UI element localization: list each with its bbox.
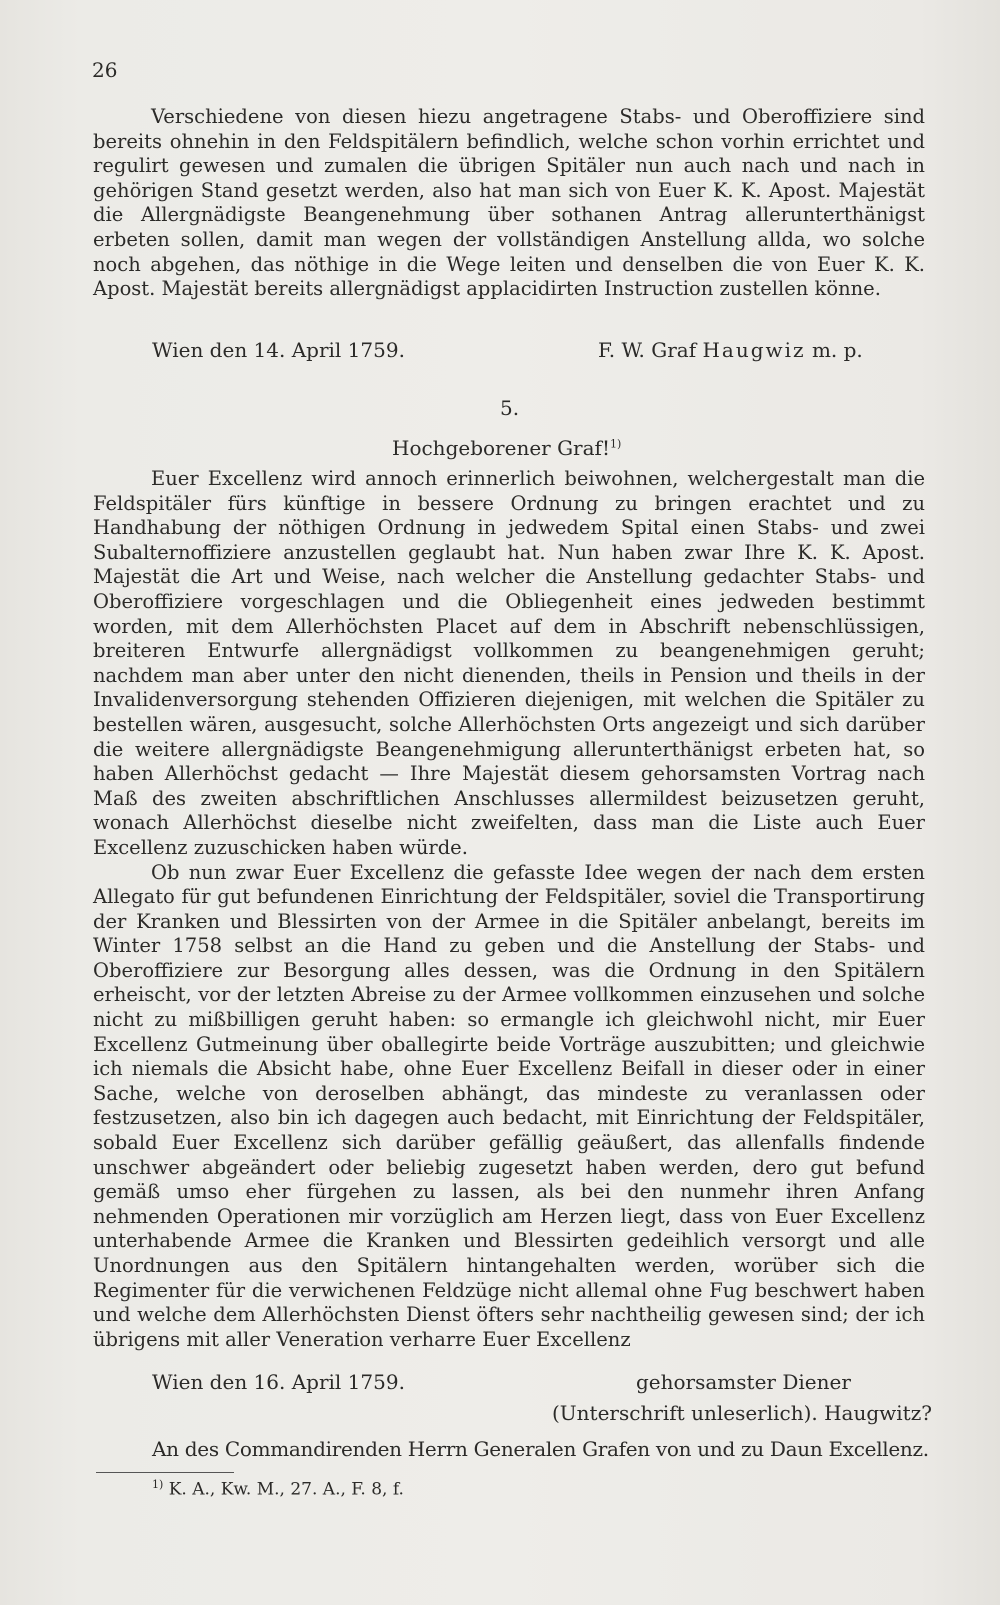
- addressee-line: An des Commandirenden Herrn Generalen Grafen von und zu Daun Excellenz.: [152, 1437, 929, 1461]
- footnote-text: K. A., Kw. M., 27. A., F. 8, f.: [168, 1479, 404, 1500]
- letter-5-date: Wien den 16. April 1759.: [152, 1370, 405, 1394]
- letter-5-body: [93, 467, 925, 1352]
- signature-name: Haugwiz: [702, 338, 806, 362]
- letter-5-signature: (Unterschrift unleserlich). Haugwitz?: [552, 1401, 932, 1425]
- page-number: 26: [92, 58, 118, 82]
- letter-4-paragraph: Verschiedene von diesen hiezu angetragene Stabs- und Oberoffiziere sind bereits ohnehin in den Feldspitälern befindlich, welche schon vorhin errichtet und regulirt gewesen und zumalen die übrigen Spitäler nun auch nach und nach in gehörigen Stand gesetzt werden, also hat man sich von Euer K. K. Apost. Majestät die Allergnädigste Beangenehmung über sothanen Antrag allerunterthänigst erbeten sollen, damit man wegen der vollständigen Anstellung allda, wo solche noch abgehen, das nöthige in die Wege leiten und denselben die von Euer K. K. Apost. Majestät bereits allergnädigst applacidirten Instruction zustellen könne.: [93, 105, 925, 301]
- signature-suffix: m. p.: [805, 338, 863, 362]
- footnote: [152, 1478, 404, 1500]
- footnote-divider: [96, 1472, 234, 1473]
- section-number: 5.: [500, 396, 520, 420]
- footnote-marker: 1): [152, 1478, 164, 1491]
- letter-5-paragraph-1: Euer Excellenz wird annoch erinnerlich beiwohnen, welchergestalt man die Feldspitäler fürs künftige in bessere Ordnung zu bringen erachtet und zu Handhabung der nöthigen Ordnung in jedwedem Spital einen Stabs- und zwei Subalternoffiziere anzustellen geglaubt hat. Nun haben zwar Ihre K. K. Apost. Majestät die Art und Weise, nach welcher die Anstellung gedachter Stabs- und Oberoffiziere vorgeschlagen und die Obliegenheit eines jedweden bestimmt worden, mit dem Allerhöchsten Placet auf dem in Abschrift nebenschlüssigen, breiteren Entwurfe allergnädigst vollkommen zu beangenehmigen geruht; nachdem man aber unter den nicht dienenden, theils in Pension und theils in der Invalidenversorgung stehenden Offizieren diejenigen, mit welchen die Spitäler zu bestellen wären, ausgesucht, solche Allerhöchsten Orts angezeigt und sich darüber die weitere allergnädigste Beangenehmigung allerunterthänigst erbeten hat, so haben Allerhöchst gedacht — Ihre Majestät diesem gehorsamsten Vortrag nach Maß des zweiten abschriftlichen Anschlusses allermildest beizusetzen geruht, wonach Allerhöchst dieselbe nicht zweifelten, dass man die Liste auch Euer Excellenz zuzuschicken haben würde.: [93, 467, 925, 859]
- letter-5-paragraph-2: Ob nun zwar Euer Excellenz die gefasste Idee wegen der nach dem ersten Allegato für gut befundenen Einrichtung der Feldspitäler, soviel die Transportirung der Kranken und Blessirten von der Armee in die Spitäler anbelangt, bereits im Winter 1758 selbst an die Hand zu geben und die Anstellung der Stabs- und Oberoffiziere zur Besorgung alles dessen, was die Ordnung in den Spitälern erheischt, vor der letzten Abreise zu der Armee vollkommen einzusehen und solche nicht zu mißbilligen geruht haben: so ermangle ich gleichwohl nicht, mir Euer Excellenz Gutmeinung über oballegirte beide Vorträge auszubitten; und gleichwie ich niemals die Absicht habe, ohne Euer Excellenz Beifall in dieser oder in einer Sache, welche von deroselben abhängt, das mindeste zu veranlassen oder festzusetzen, also bin ich dagegen auch bedacht, mit Einrichtung der Feldspitäler, sobald Euer Excellenz sich darüber gefällig geäußert, das allenfalls findende unschwer abgeändert oder beliebig zugesetzt haben werden, dero gut befund gemäß umso eher fürgehen zu lassen, als bei den nunmehr ihren Anfang nehmenden Operationen mir vorzüglich am Herzen liegt, dass von Euer Excellenz unterhabende Armee die Kranken und Blessirten gedeihlich versorgt und alle Unordnungen aus den Spitälern hintangehalten werden, worüber sich die Regimenter für die verwichenen Feldzüge nicht allemal ohne Fug beschwert haben und welche dem Allerhöchsten Dienst öfters sehr nachtheilig gewesen sind; der ich übrigens mit aller Veneration verharre Euer Excellenz: [93, 860, 925, 1351]
- signature-prefix: F. W. Graf: [598, 338, 703, 362]
- letter-4-body: [93, 105, 925, 302]
- footnote-reference: 1): [609, 437, 622, 451]
- salutation: [392, 436, 621, 460]
- letter-4-signature: [598, 338, 863, 362]
- salutation-text: Hochgeborener Graf!: [392, 436, 610, 460]
- closing-formula: gehorsamster Diener: [636, 1370, 851, 1394]
- letter-4-date: Wien den 14. April 1759.: [152, 338, 405, 362]
